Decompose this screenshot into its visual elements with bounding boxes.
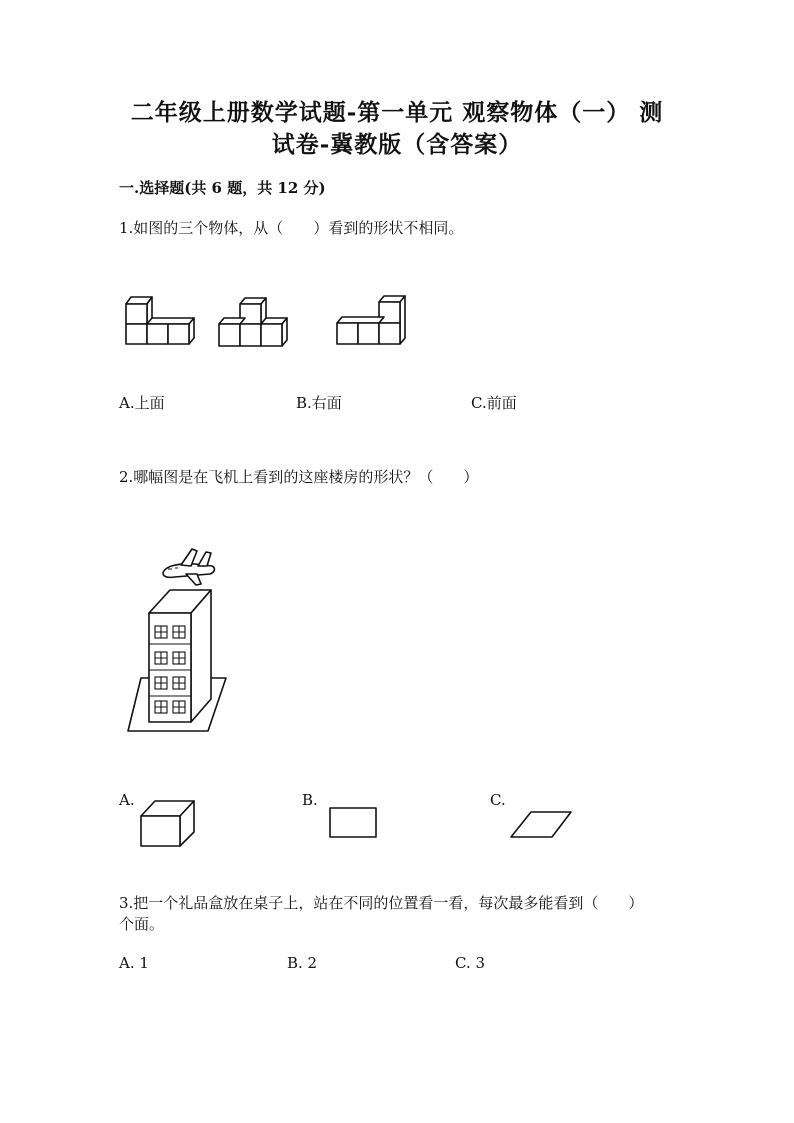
question-1-text: 1.如图的三个物体，从（ ）看到的形状不相同。 xyxy=(119,219,464,237)
question-3-option-c[interactable]: C. 3 xyxy=(455,954,486,972)
cube-figure-2 xyxy=(219,298,287,346)
building-illustration xyxy=(128,590,226,731)
question-3-option-b[interactable]: B. 2 xyxy=(287,954,318,972)
option-b-rectangle-shape xyxy=(330,808,376,837)
page-title-line-1: 二年级上册数学试题-第一单元 观察物体（一） 测 xyxy=(130,99,664,126)
question-3-text-line-1: 3.把一个礼品盒放在桌子上，站在不同的位置看一看，每次最多能看到（ ） xyxy=(119,894,644,912)
question-1-option-c[interactable]: C.前面 xyxy=(471,394,517,412)
cube-figure-1 xyxy=(126,297,194,344)
option-c-parallelogram-shape xyxy=(511,812,571,837)
question-2-text: 2.哪幅图是在飞机上看到的这座楼房的形状？（ ） xyxy=(119,468,479,486)
section-heading: 一.选择题(共 6 题，共 12 分) xyxy=(119,179,326,197)
airplane-icon xyxy=(163,549,214,585)
cube-figure-3 xyxy=(337,296,405,344)
question-1-option-a[interactable]: A.上面 xyxy=(119,394,165,412)
question-2-option-a[interactable]: A. xyxy=(119,791,135,809)
page-title-line-2: 试卷-冀教版（含答案） xyxy=(271,131,523,158)
question-3-text-line-2: 个面。 xyxy=(119,915,165,933)
question-2-option-c[interactable]: C. xyxy=(490,791,506,809)
question-3-option-a[interactable]: A. 1 xyxy=(119,954,149,972)
question-2-option-b[interactable]: B. xyxy=(302,791,318,809)
option-a-box-shape xyxy=(141,801,194,846)
question-1-option-b[interactable]: B.右面 xyxy=(296,394,342,412)
